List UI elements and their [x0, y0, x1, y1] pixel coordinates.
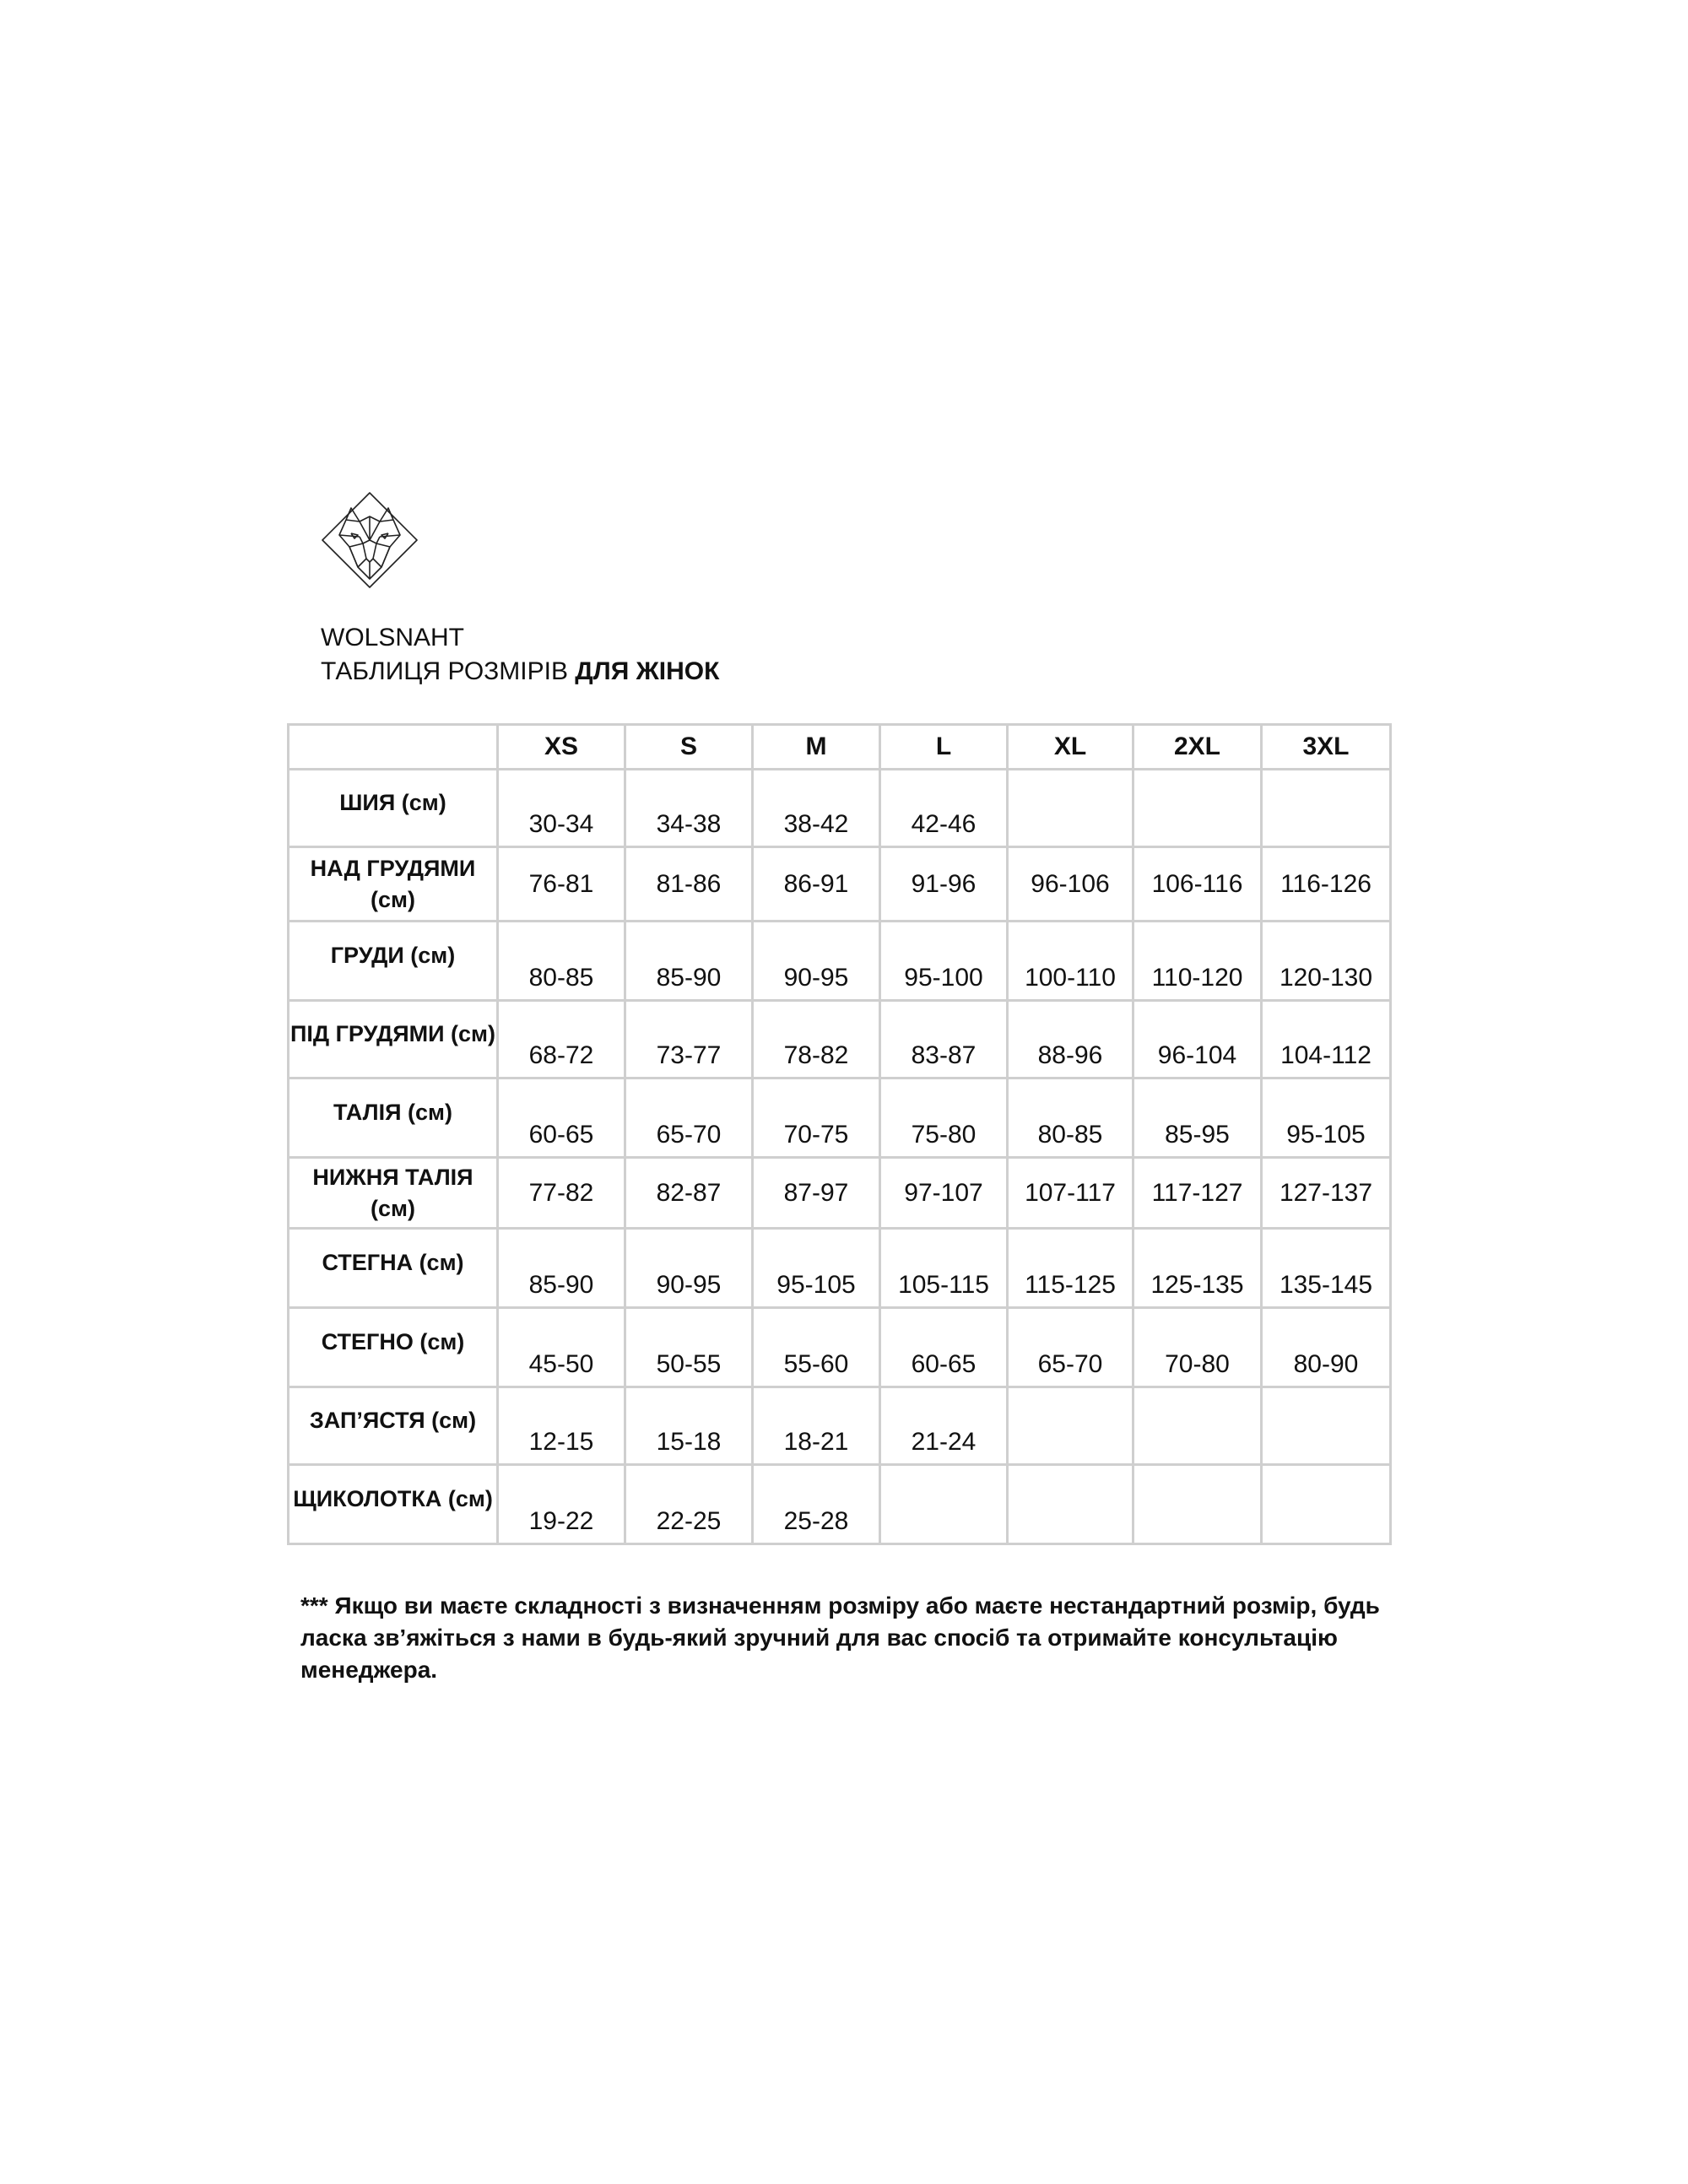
title-prefix: ТАБЛИЦЯ РОЗМІРІВ	[321, 657, 576, 685]
size-value-cell: 65-70	[625, 1078, 753, 1158]
size-value-cell: 81-86	[625, 847, 753, 922]
size-value-cell: 106-116	[1133, 847, 1262, 922]
size-value-cell: 30-34	[498, 770, 625, 847]
size-value-cell: 38-42	[753, 770, 880, 847]
table-row-lower-waist	[289, 1158, 1391, 1229]
size-value-cell: 83-87	[880, 1001, 1008, 1078]
row-label: ПІД ГРУДЯМИ (см)	[289, 1001, 498, 1078]
size-value-cell	[1133, 1465, 1262, 1544]
size-value-cell	[1262, 770, 1391, 847]
table-row-ankle	[289, 1465, 1391, 1544]
row-label: ТАЛІЯ (см)	[289, 1078, 498, 1158]
size-value-cell: 105-115	[880, 1229, 1008, 1308]
size-value-cell	[1008, 1465, 1133, 1544]
size-value-cell: 120-130	[1262, 922, 1391, 1001]
size-header-xs: XS	[498, 725, 625, 770]
size-value-cell: 95-105	[753, 1229, 880, 1308]
size-value-cell: 21-24	[880, 1387, 1008, 1465]
size-value-cell: 88-96	[1008, 1001, 1133, 1078]
size-value-cell: 42-46	[880, 770, 1008, 847]
size-value-cell: 87-97	[753, 1158, 880, 1229]
brand-name: WOLSNAHT	[321, 624, 465, 651]
size-header-2xl: 2XL	[1133, 725, 1262, 770]
size-value-cell: 95-105	[1262, 1078, 1391, 1158]
size-value-cell: 77-82	[498, 1158, 625, 1229]
size-value-cell: 117-127	[1133, 1158, 1262, 1229]
size-value-cell: 85-95	[1133, 1078, 1262, 1158]
size-value-cell	[1262, 1465, 1391, 1544]
size-value-cell: 80-85	[1008, 1078, 1133, 1158]
size-value-cell: 60-65	[498, 1078, 625, 1158]
row-label: СТЕГНА (см)	[289, 1229, 498, 1308]
header-row	[289, 725, 1391, 770]
size-header-l: L	[880, 725, 1008, 770]
size-value-cell: 15-18	[625, 1387, 753, 1465]
size-value-cell: 127-137	[1262, 1158, 1391, 1229]
size-value-cell: 76-81	[498, 847, 625, 922]
size-value-cell: 115-125	[1008, 1229, 1133, 1308]
size-value-cell: 78-82	[753, 1001, 880, 1078]
size-value-cell: 82-87	[625, 1158, 753, 1229]
size-value-cell: 91-96	[880, 847, 1008, 922]
table-row-hips	[289, 1229, 1391, 1308]
size-value-cell: 90-95	[625, 1229, 753, 1308]
size-value-cell: 125-135	[1133, 1229, 1262, 1308]
size-value-cell: 18-21	[753, 1387, 880, 1465]
size-value-cell: 70-80	[1133, 1308, 1262, 1387]
size-value-cell: 85-90	[498, 1229, 625, 1308]
size-value-cell: 135-145	[1262, 1229, 1391, 1308]
table-row-wrist	[289, 1387, 1391, 1465]
size-value-cell: 95-100	[880, 922, 1008, 1001]
size-chart-table	[287, 723, 1392, 1545]
table-row-under-bust	[289, 1001, 1391, 1078]
table-body	[289, 770, 1391, 1544]
row-label: ЩИКОЛОТКА (см)	[289, 1465, 498, 1544]
size-value-cell	[1008, 1387, 1133, 1465]
table-row-above-bust	[289, 847, 1391, 922]
size-value-cell	[1262, 1387, 1391, 1465]
size-value-cell: 60-65	[880, 1308, 1008, 1387]
corner-cell	[289, 725, 498, 770]
size-header-xl: XL	[1008, 725, 1133, 770]
size-value-cell: 104-112	[1262, 1001, 1391, 1078]
row-label: ШИЯ (см)	[289, 770, 498, 847]
row-label: ГРУДИ (см)	[289, 922, 498, 1001]
size-value-cell: 110-120	[1133, 922, 1262, 1001]
row-label: СТЕГНО (см)	[289, 1308, 498, 1387]
size-value-cell	[1133, 770, 1262, 847]
help-note: *** Якщо ви маєте складності з визначенням розміру або маєте нестандартний розмір, будь ласка зв’яжіться з нами в будь-який зручний для вас спосіб та отримайте консультацію менеджера.	[300, 1592, 1380, 1683]
geometric-wolf-head-icon	[321, 491, 419, 589]
size-header-s: S	[625, 725, 753, 770]
size-value-cell: 50-55	[625, 1308, 753, 1387]
row-label: ЗАП’ЯСТЯ (см)	[289, 1387, 498, 1465]
title-emphasis: ДЛЯ ЖІНОК	[575, 657, 720, 685]
size-value-cell: 73-77	[625, 1001, 753, 1078]
size-value-cell: 34-38	[625, 770, 753, 847]
size-value-cell: 107-117	[1008, 1158, 1133, 1229]
size-value-cell: 116-126	[1262, 847, 1391, 922]
table-row-bust	[289, 922, 1391, 1001]
size-value-cell: 80-90	[1262, 1308, 1391, 1387]
chart-title	[321, 655, 719, 689]
size-value-cell: 80-85	[498, 922, 625, 1001]
size-value-cell: 22-25	[625, 1465, 753, 1544]
size-header-3xl: 3XL	[1262, 725, 1391, 770]
row-label: НАД ГРУДЯМИ (см)	[289, 847, 498, 922]
size-value-cell: 85-90	[625, 922, 753, 1001]
row-label: НИЖНЯ ТАЛІЯ (см)	[289, 1158, 498, 1229]
size-value-cell: 86-91	[753, 847, 880, 922]
document-heading	[321, 621, 719, 689]
size-value-cell: 68-72	[498, 1001, 625, 1078]
table-row-neck	[289, 770, 1391, 847]
size-value-cell: 97-107	[880, 1158, 1008, 1229]
size-value-cell: 25-28	[753, 1465, 880, 1544]
size-value-cell: 65-70	[1008, 1308, 1133, 1387]
table-row-thigh	[289, 1308, 1391, 1387]
size-value-cell: 70-75	[753, 1078, 880, 1158]
size-value-cell	[880, 1465, 1008, 1544]
size-value-cell	[1133, 1387, 1262, 1465]
size-value-cell: 96-106	[1008, 847, 1133, 922]
size-header-m: M	[753, 725, 880, 770]
size-value-cell: 75-80	[880, 1078, 1008, 1158]
size-value-cell	[1008, 770, 1133, 847]
table-row-waist	[289, 1078, 1391, 1158]
size-value-cell: 19-22	[498, 1465, 625, 1544]
size-value-cell: 55-60	[753, 1308, 880, 1387]
size-value-cell: 45-50	[498, 1308, 625, 1387]
size-value-cell: 96-104	[1133, 1001, 1262, 1078]
size-value-cell: 90-95	[753, 922, 880, 1001]
size-value-cell: 100-110	[1008, 922, 1133, 1001]
size-value-cell: 12-15	[498, 1387, 625, 1465]
